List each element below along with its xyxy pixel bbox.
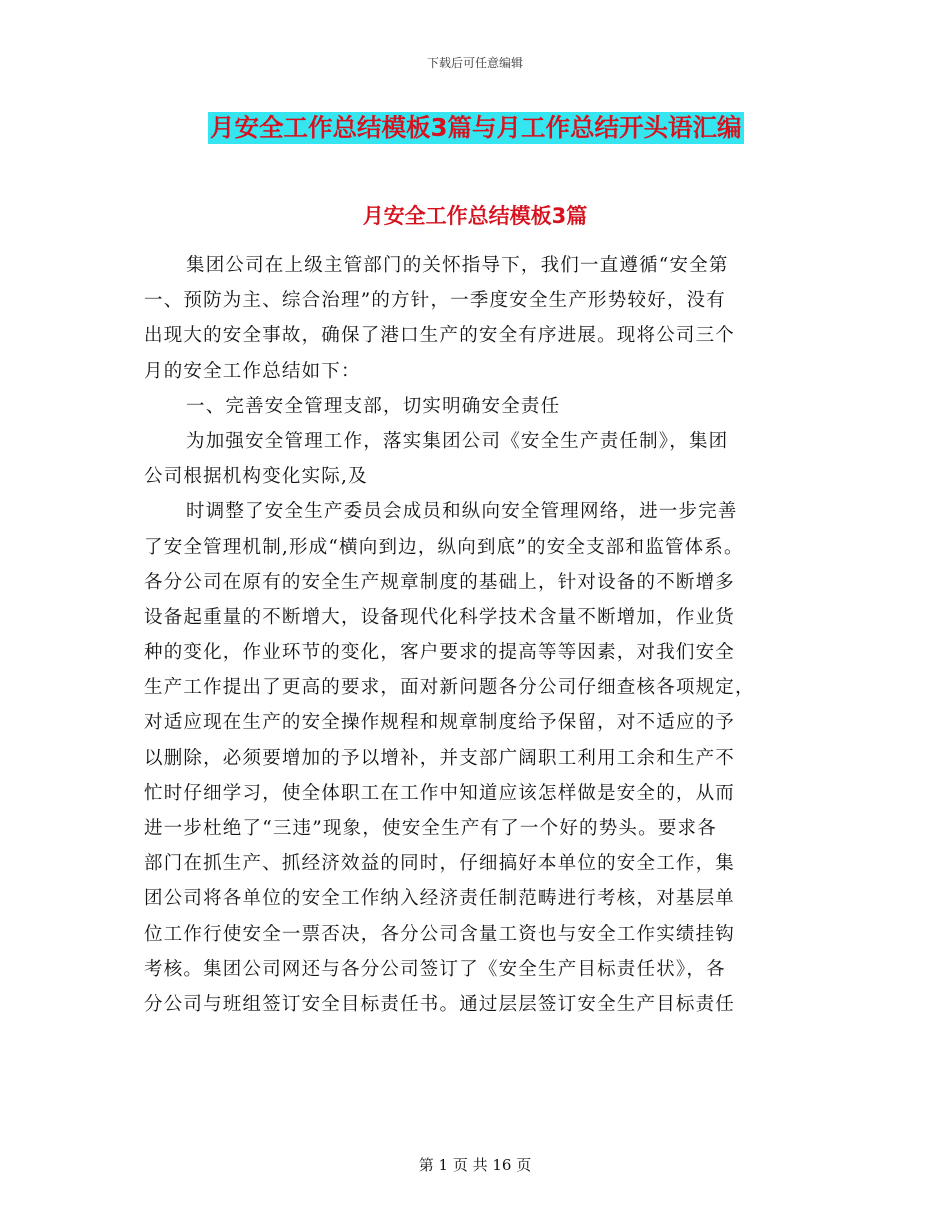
paragraph-line: 为加强安全管理工作，落实集团公司《安全生产责任制》，集团 xyxy=(186,430,729,452)
section-title: 月安全工作总结模板3篇 xyxy=(362,204,588,228)
paragraph-line: 月的安全工作总结如下： xyxy=(144,360,361,382)
paragraph-line: 团公司将各单位的安全工作纳入经济责任制范畴进行考核，对基层单 xyxy=(144,888,736,910)
paragraph-line: 公司根据机构变化实际,及 xyxy=(144,466,368,488)
document-title: 月安全工作总结模板3篇与月工作总结开头语汇编 xyxy=(210,113,742,142)
paragraph-line: 忙时仔细学习，使全体职工在工作中知道应该怎样做是安全的，从而 xyxy=(144,782,736,804)
paragraph-line: 设备起重量的不断增大，设备现代化科学技术含量不断增加，作业货 xyxy=(144,606,736,628)
paragraph-line: 种的变化，作业环节的变化，客户要求的提高等等因素，对我们安全 xyxy=(144,642,736,664)
paragraph-line: 时调整了安全生产委员会成员和纵向安全管理网络，进一步完善 xyxy=(186,501,738,523)
paragraph-line: 考核。集团公司网还与各分公司签订了《安全生产目标责任状》，各 xyxy=(144,958,726,980)
paragraph-line: 位工作行使安全一票否决，各分公司含量工资也与安全工作实绩挂钩 xyxy=(144,923,736,945)
page-number: 第 1 页 共 16 页 xyxy=(418,1156,532,1174)
paragraph-line: 生产工作提出了更高的要求，面对新问题各分公司仔细查核各项规定， xyxy=(144,677,755,699)
body-text xyxy=(144,248,824,1022)
paragraph-line: 部门在抓生产、抓经济效益的同时，仔细搞好本单位的安全工作，集 xyxy=(144,853,736,875)
page-header: 下载后可任意编辑 xyxy=(426,56,523,70)
paragraph-line: 对适应现在生产的安全操作规程和规章制度给予保留，对不适应的予 xyxy=(144,712,736,734)
paragraph-line: 进一步杜绝了“三违”现象，使安全生产有了一个好的势头。要求各 xyxy=(144,818,717,839)
paragraph-line: 各分公司在原有的安全生产规章制度的基础上，针对设备的不断增多 xyxy=(144,571,736,593)
paragraph-line: 出现大的安全事故，确保了港口生产的安全有序进展。现将公司三个 xyxy=(144,325,736,347)
paragraph-line: 分公司与班组签订安全目标责任书。通过层层签订安全生产目标责任 xyxy=(144,993,736,1015)
paragraph-line: 一、预防为主、综合治理”的方针，一季度安全生产形势较好，没有 xyxy=(144,290,726,312)
paragraph-line: 以删除，必须要增加的予以增补，并支部广阔职工利用工余和生产不 xyxy=(144,747,736,769)
section-heading-line: 一、完善安全管理支部，切实明确安全责任 xyxy=(186,395,561,417)
paragraph-line: 了安全管理机制,形成“横向到边，纵向到底”的安全支部和监管体系。 xyxy=(144,536,744,558)
paragraph-line: 集团公司在上级主管部门的关怀指导下，我们一直遵循“安全第 xyxy=(186,255,729,276)
